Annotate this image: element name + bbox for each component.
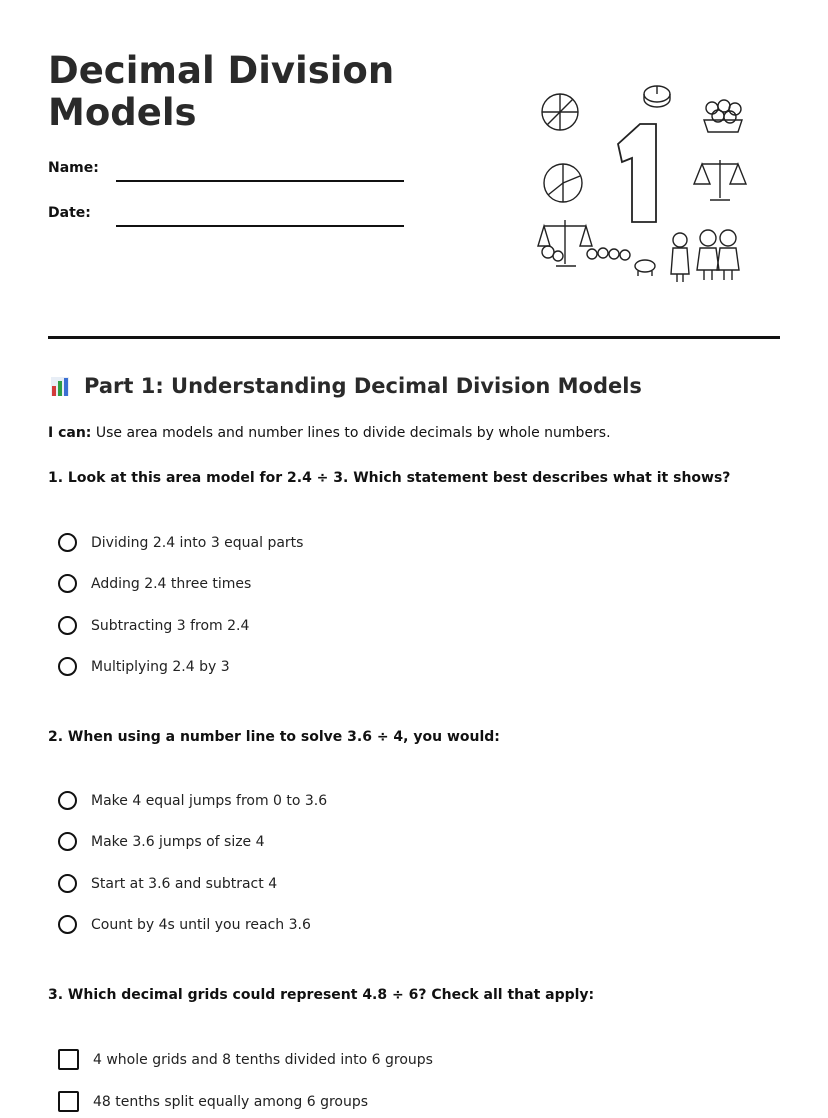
answer-option[interactable] [58, 1049, 433, 1070]
answer-option[interactable] [58, 533, 303, 552]
apples-icon [587, 248, 630, 260]
radio-button[interactable] [58, 791, 77, 810]
date-label: Date: [48, 205, 91, 221]
name-label: Name: [48, 160, 99, 176]
pie-icon [544, 164, 582, 202]
answer-option[interactable] [58, 874, 277, 893]
checkbox[interactable] [58, 1049, 79, 1070]
pie-icon [542, 94, 578, 130]
option-label: 4 whole grids and 8 tenths divided into 6 groups [93, 1051, 433, 1068]
bar-chart-icon [48, 374, 72, 398]
section-heading [48, 374, 642, 398]
apple-basket-icon [704, 100, 742, 132]
option-label: Make 3.6 jumps of size 4 [91, 833, 265, 850]
question-prompt: 1. Look at this area model for 2.4 ÷ 3. Which statement best describes what it shows? [48, 470, 731, 486]
balance-scale-icon [538, 220, 592, 266]
ican-text: Use area models and number lines to divide decimals by whole numbers. [95, 425, 611, 441]
pig-icon [635, 260, 655, 276]
question-prompt: 2. When using a number line to solve 3.6 ÷ 4, you would: [48, 729, 500, 745]
answer-option[interactable] [58, 616, 249, 635]
child-icon [671, 233, 689, 282]
radio-button[interactable] [58, 574, 77, 593]
children-icon [697, 230, 739, 280]
answer-option[interactable] [58, 915, 311, 934]
option-label: Count by 4s until you reach 3.6 [91, 916, 311, 933]
radio-button[interactable] [58, 832, 77, 851]
ican-label: I can: [48, 425, 92, 441]
option-label: 48 tenths split equally among 6 groups [93, 1093, 369, 1110]
radio-button[interactable] [58, 874, 77, 893]
number-one-clipart [530, 80, 754, 290]
radio-button[interactable] [58, 533, 77, 552]
balance-scale-icon [694, 160, 746, 200]
answer-option[interactable] [58, 1091, 368, 1112]
option-label: Adding 2.4 three times [91, 575, 252, 592]
large-one-icon [618, 124, 656, 222]
radio-button[interactable] [58, 915, 77, 934]
pie-slice-icon [644, 86, 670, 107]
name-field-line[interactable] [116, 180, 404, 182]
section-title: Part 1: Understanding Decimal Division Models [84, 374, 642, 398]
question-prompt: 3. Which decimal grids could represent 4.8 ÷ 6? Check all that apply: [48, 987, 595, 1003]
option-label: Multiplying 2.4 by 3 [91, 658, 230, 675]
option-label: Dividing 2.4 into 3 equal parts [91, 534, 304, 551]
section-divider [48, 336, 780, 339]
learning-goal [48, 425, 611, 441]
option-label: Start at 3.6 and subtract 4 [91, 875, 278, 892]
option-label: Subtracting 3 from 2.4 [91, 617, 250, 634]
answer-option[interactable] [58, 574, 251, 593]
answer-option[interactable] [58, 657, 230, 676]
answer-option[interactable] [58, 791, 327, 810]
option-label: Make 4 equal jumps from 0 to 3.6 [91, 792, 328, 809]
worksheet-title: Decimal Division Models [48, 49, 395, 134]
answer-option[interactable] [58, 832, 265, 851]
date-field-line[interactable] [116, 225, 404, 227]
checkbox[interactable] [58, 1091, 79, 1112]
radio-button[interactable] [58, 616, 77, 635]
radio-button[interactable] [58, 657, 77, 676]
